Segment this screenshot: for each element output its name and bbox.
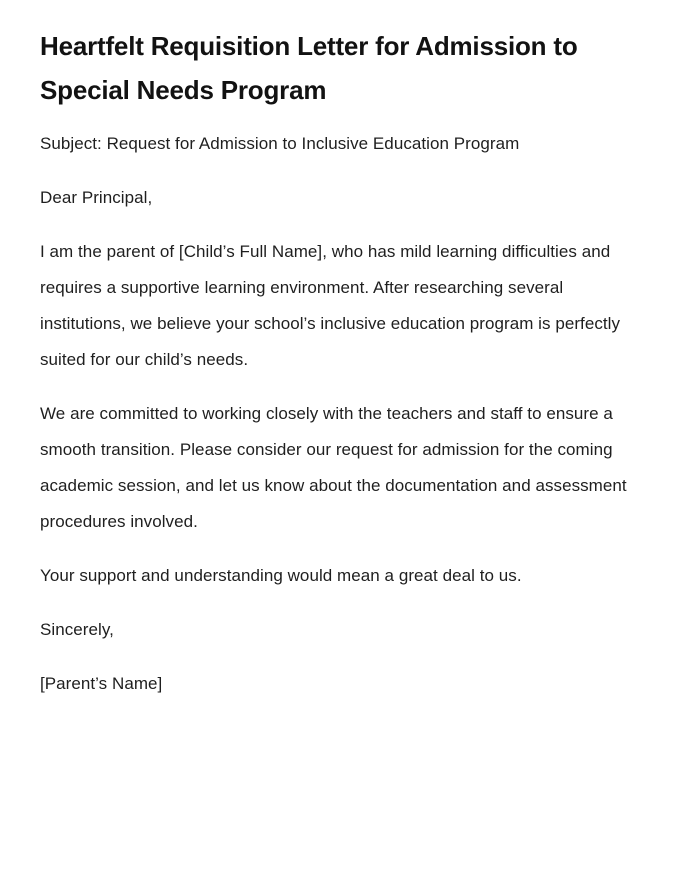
letter-subject-line: Subject: Request for Admission to Inclusive Education Program — [40, 134, 520, 153]
letter-closing: Sincerely, — [40, 620, 114, 639]
letter-paragraph-2: We are committed to working closely with the teachers and staff to ensure a smooth transition. Please consider our request for admission for the coming academic session, and let us know about the documentation and assessment procedures involved. — [40, 404, 627, 531]
letter-signature: [Parent’s Name] — [40, 674, 163, 693]
letter-body — [40, 126, 640, 702]
letter-salutation: Dear Principal, — [40, 188, 153, 207]
letter-paragraph-3: Your support and understanding would mean a great deal to us. — [40, 566, 522, 585]
letter-paragraph-1: I am the parent of [Child’s Full Name], who has mild learning difficulties and requires a supportive learning environment. After researching several institutions, we believe your school’s inclusive education program is perfectly suited for our child’s needs. — [40, 242, 621, 369]
page-title: Heartfelt Requisition Letter for Admission to Special Needs Program — [40, 31, 578, 105]
